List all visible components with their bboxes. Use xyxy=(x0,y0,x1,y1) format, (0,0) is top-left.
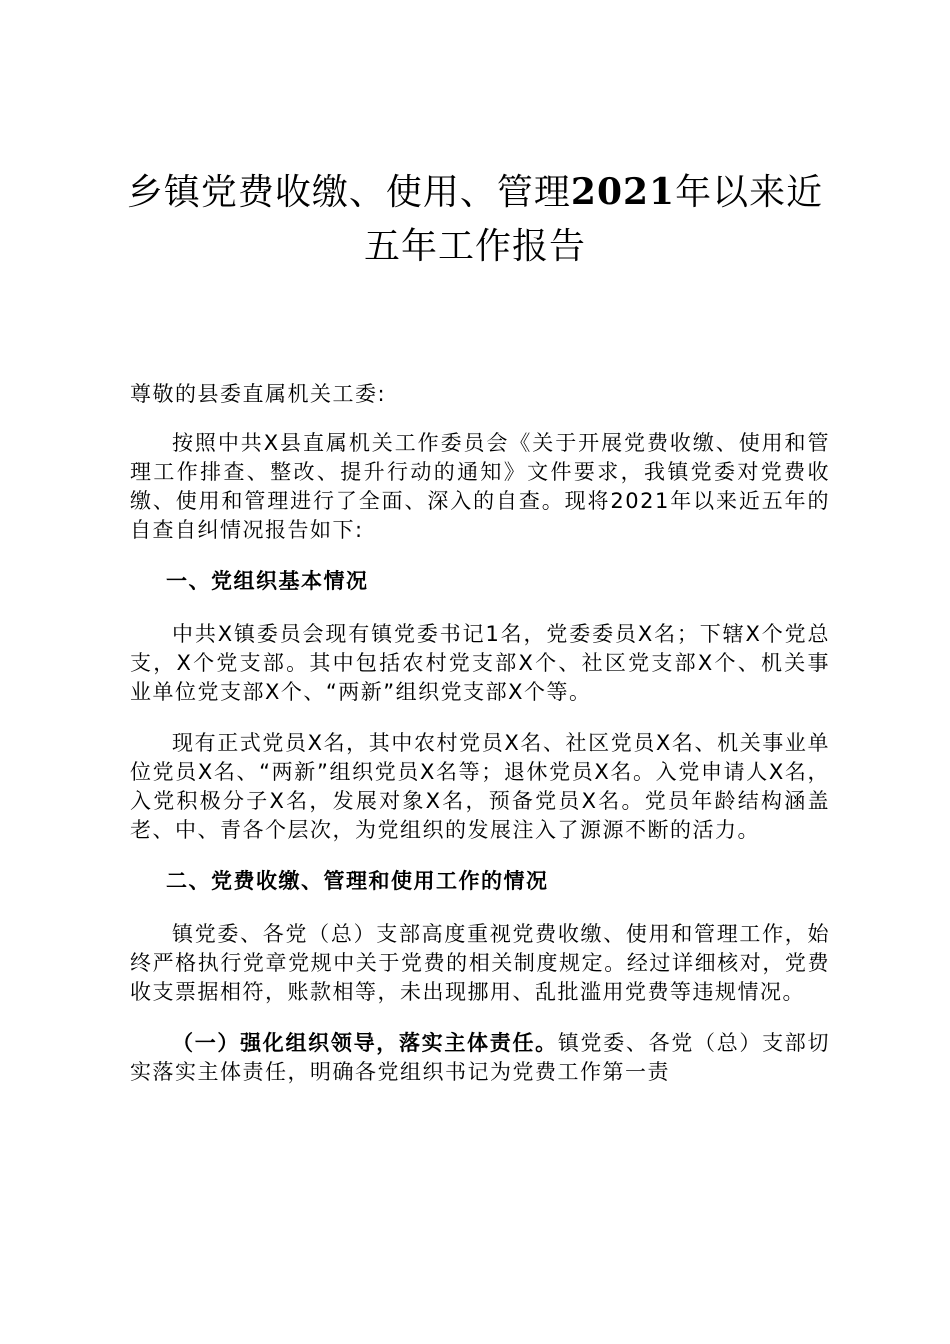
section-2-paragraph-1: 镇党委、各党（总）支部高度重视党费收缴、使用和管理工作，始终严格执行党章党规中关于党费的相关制度规定。经过详细核对，党费收支票据相符，账款相等，未出现挪用、乱批滥用党费等违规情况。 xyxy=(130,922,830,1004)
document-title xyxy=(120,165,830,274)
title-year: 2021 xyxy=(570,171,676,213)
document-body xyxy=(130,380,830,1109)
section-1-paragraph-2: 现有正式党员X名，其中农村党员X名、社区党员X名、机关事业单位党员X名、“两新”组织党员X名等；退休党员X名。入党申请人X名，入党积极分子X名，发展对象X名，预备党员X名。党员年龄结构涵盖老、中、青各个层次，为党组织的发展注入了源源不断的活力。 xyxy=(130,731,830,842)
section-2-subsection-1 xyxy=(130,1029,830,1087)
title-part-1: 乡镇党费收缴、使用、管理 xyxy=(126,172,571,213)
section-2-heading: 二、党费收缴、管理和使用工作的情况 xyxy=(166,869,549,893)
salutation: 尊敬的县委直属机关工委: xyxy=(130,382,387,406)
section-1-paragraph-1: 中共X镇委员会现有镇党委书记1名，党委委员X名；下辖X个党总支，X个党支部。其中包括农村党支部X个、社区党支部X个、机关事业单位党支部X个、“两新”组织党支部X个等。 xyxy=(130,622,830,704)
subsection-1-text: 镇党委、各党（总）支部切实落实主体责任，明确各党组织书记为党费工作第一责 xyxy=(130,1031,831,1084)
intro-paragraph: 按照中共X县直属机关工作委员会《关于开展党费收缴、使用和管理工作排查、整改、提升行动的通知》文件要求，我镇党委对党费收缴、使用和管理进行了全面、深入的自查。现将2021年以来近五年的自查自纠情况报告如下: xyxy=(130,431,830,542)
title-part-2: 年以来近五年工作报告 xyxy=(363,172,824,267)
section-1-heading: 一、党组织基本情况 xyxy=(166,569,369,593)
subsection-1-lead: （一）强化组织领导，落实主体责任。 xyxy=(172,1031,558,1055)
